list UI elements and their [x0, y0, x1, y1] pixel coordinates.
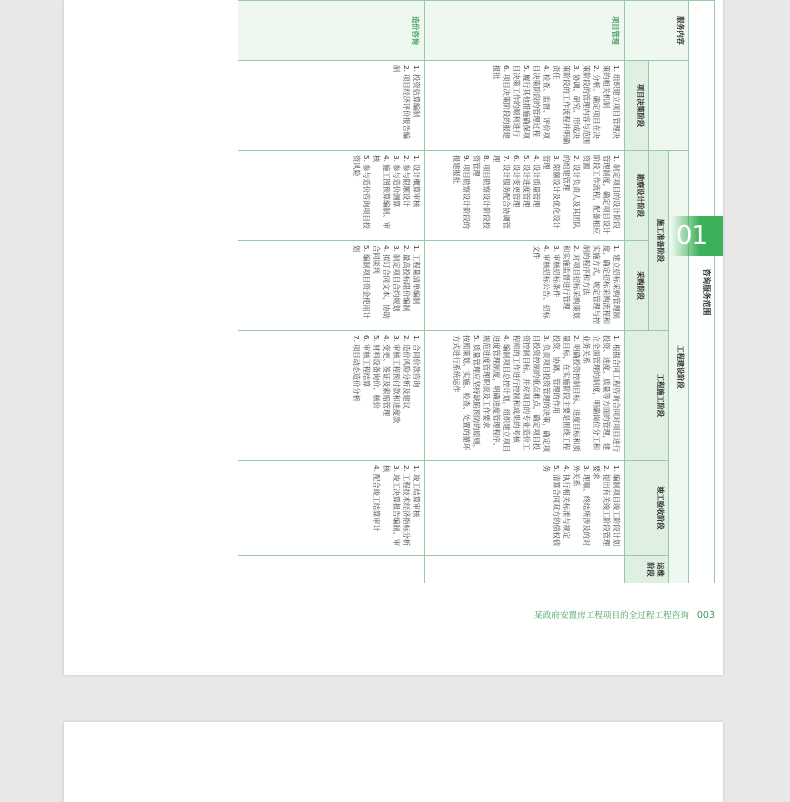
row-label-pm: 项目管理	[425, 1, 625, 61]
col-accept-header: 竣工验收阶段	[625, 461, 669, 556]
list-item: 1. 编制项目竣工阶段计划	[612, 465, 621, 547]
list-item: 2. 项目经济评价报告编制	[392, 65, 411, 139]
list-item: 3. 负责项目投资管理的决策，确定项目投资控制的重点难点，确定项目投资控制目标，并对项目的专业造价工程师的工作进行控制和成果的考核	[512, 335, 551, 452]
col-ops-header: 运维阶段	[625, 556, 669, 584]
list-item: 3. 竣工决算报告编制、审核	[382, 465, 401, 547]
col-procure-header: 采购阶段	[625, 241, 649, 331]
list-item: 4. 编制项目总控计划，组织建立项目进度管理制度，明确进度管理程序、规范进度管理职责及工作要求	[482, 335, 511, 452]
list-item: 3. 审核工程预付款和进度款	[392, 335, 401, 424]
footer-title: 某政府安置房工程项目的全过程工程咨询	[534, 611, 689, 621]
list-item: 8. 项目勘察设计阶段投资管理	[472, 155, 491, 229]
list-item: 4. 执行相关标准与规定	[562, 465, 571, 539]
list-item: 2. 最高投标限价编制	[402, 245, 411, 312]
table-caption: 咨询服务范围	[689, 1, 715, 584]
row-label-cost: 造价咨询	[238, 1, 425, 61]
col-construct-header: 工程施工阶段	[625, 331, 669, 461]
list-item: 1. 建立招标采购管理制度，确定招标采购流程和实施方式，规定管理与控制的程序和方法	[582, 245, 621, 325]
service-scope-table	[238, 0, 715, 583]
list-item: 2. 工程技术经济指标分析	[402, 465, 411, 547]
cell-pm-accept	[425, 461, 625, 556]
list-item: 2. 分析、确定项目在决策阶段的管理内容与范围	[582, 65, 601, 145]
list-item: 2. 造价风险分析及建议	[402, 335, 411, 409]
cell-pm-ops	[425, 556, 625, 584]
list-item: 4. 检查、监督、评价项目决策阶段的管理过程	[532, 65, 551, 139]
list-item: 4. 施工图预算编制、审核	[372, 155, 391, 229]
list-item: 3. 审核招标条件	[552, 245, 561, 298]
list-item: 1. 设计概算审核	[412, 155, 421, 208]
row-header-cell: 服务内容	[625, 1, 689, 61]
empty-header-cell	[649, 61, 689, 151]
cell-pm-construct	[425, 331, 625, 461]
page-footer	[238, 609, 715, 621]
service-scope-table-wrapper	[238, 0, 715, 583]
chapter-number: 01	[675, 221, 707, 251]
phase-prep-header: 施工准备阶段	[649, 151, 669, 331]
list-item: 5. 清算合同双方的债权债务	[542, 465, 561, 547]
cell-cost-decision	[238, 61, 425, 151]
list-item: 3. 协调、研究、形成决策阶段的工作流程并明确责任	[552, 65, 581, 145]
chapter-tab	[671, 216, 723, 256]
list-item: 6. 设计变更管理	[512, 155, 521, 208]
list-item: 2. 设计负责人及其团队的组建管理	[562, 155, 581, 229]
list-item: 5. 履行其他措施确保项目决策工作的顺利进行	[512, 65, 531, 139]
list-item: 2. 对项目招标采购策划和实施监督进行管理	[562, 245, 581, 319]
list-item: 3. 限额设计及优化设计管理	[542, 155, 561, 229]
list-item: 4. 设计质量管理	[532, 155, 541, 208]
list-item: 5. 材料设备询价、核价	[372, 335, 381, 409]
list-item: 6. 审核工程结算	[362, 335, 371, 388]
list-item: 7. 项目动态造价分析	[352, 335, 361, 402]
next-page	[64, 722, 723, 802]
col-survey-header: 勘察设计阶段	[625, 151, 649, 241]
page-number: 003	[696, 610, 715, 621]
list-item: 4. 审核招标公告、招标文件	[532, 245, 551, 319]
list-item: 1. 制定项目的设计阶段管理制度，确定项目设计阶段工作流程，配备相应资源	[582, 155, 621, 235]
list-item: 1. 竣工结算审核	[412, 465, 421, 518]
list-item: 4. 配合竣工结算审计	[372, 465, 381, 532]
list-item: 1. 工程量清单编制	[412, 245, 421, 305]
list-item: 1. 合同价款咨询	[412, 335, 421, 388]
list-item: 5. 编制项目资金使用计划	[352, 245, 371, 319]
list-item: 4. 变更、签证及索赔管理	[382, 335, 391, 417]
document-page	[64, 0, 723, 675]
col-decision-header: 项目决策阶段	[625, 61, 649, 151]
list-item: 6. 项目决策阶段的报建报批	[492, 65, 511, 139]
list-item: 3. 参与造价测算	[392, 155, 401, 208]
cell-cost-construct	[238, 331, 425, 461]
cell-cost-accept	[238, 461, 425, 556]
list-item: 2. 参与限额设计	[402, 155, 411, 208]
list-item: 5. 参与造价咨询项目投资风险	[352, 155, 371, 229]
list-item: 7. 设计服务配合协调管理	[492, 155, 511, 229]
list-item: 3. 理顺、终结所涉及的对外关系	[572, 465, 591, 547]
list-item: 5. 设计进度管理	[522, 155, 531, 208]
list-item: 2. 提出有关竣工阶段管理要求	[592, 465, 611, 547]
list-item: 5. 质量管理应坚持缺陷预防的原则，按照策划、实施、检查、处置的循环方式进行系统运作	[452, 335, 481, 452]
cell-pm-survey	[425, 151, 625, 241]
list-item: 1. 根据合同工程咨询合同对项目进行投资、进度、质量等方面的管理，建立全面管理的制度，明确岗位分工和业务关系	[582, 335, 621, 452]
cell-cost-survey	[238, 151, 425, 241]
list-item: 4. 拟订合同文本，协助合同谈判	[372, 245, 391, 319]
list-item: 1. 组织建立项目管理决策的相关机制	[602, 65, 621, 139]
cell-cost-ops	[238, 556, 425, 584]
list-item: 9. 项目勘察设计阶段的报建报批	[452, 155, 471, 229]
list-item: 1. 投资估算编制	[412, 65, 421, 118]
list-item: 2. 明确投资控制目标、进度目标和质量目标，在实施阶段主要是围绕工程投资、协调、管理的作用	[552, 335, 581, 452]
cell-pm-decision	[425, 61, 625, 151]
cell-cost-procure	[238, 241, 425, 331]
cell-pm-procure	[425, 241, 625, 331]
list-item: 3. 制定项目合约规划	[392, 245, 401, 312]
phase-construction-header: 工程建设阶段	[669, 151, 689, 584]
